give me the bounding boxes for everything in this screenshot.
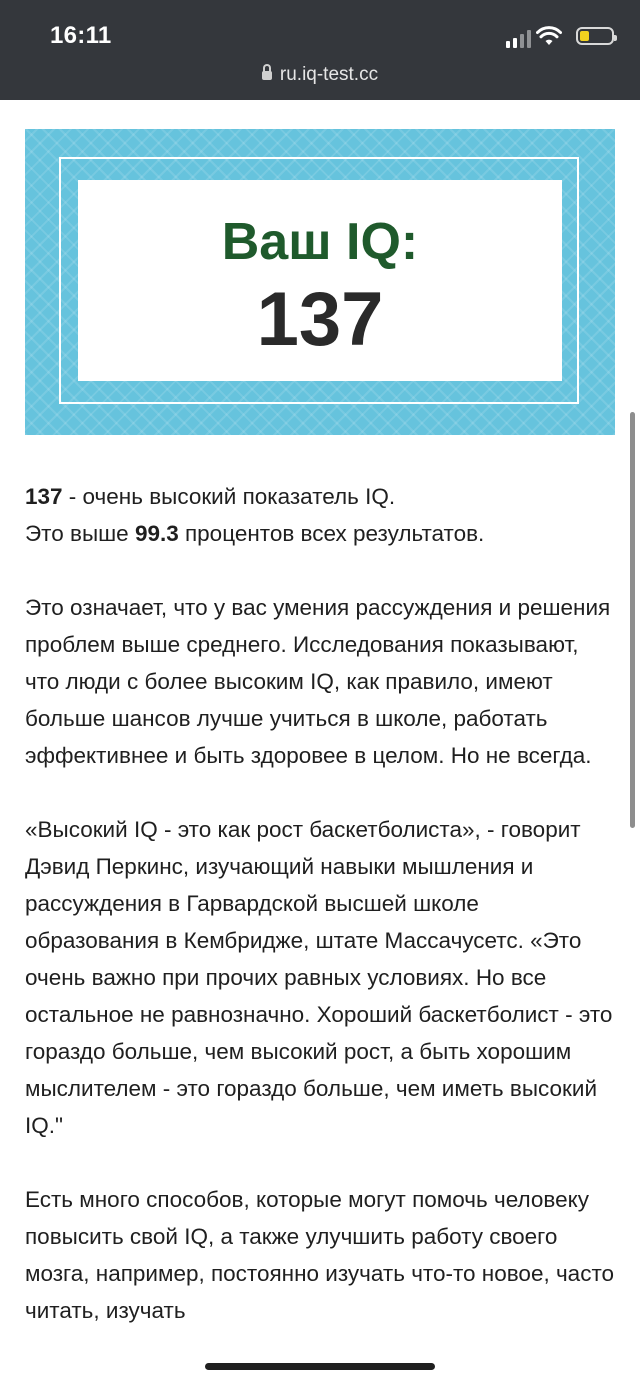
lock-icon: [262, 71, 272, 80]
result-summary: [25, 478, 617, 552]
iq-label: Ваш IQ:: [221, 213, 419, 271]
browser-chrome: [0, 0, 640, 100]
status-time: 16:11: [50, 22, 112, 49]
result-description: - очень высокий показатель IQ.: [62, 484, 396, 509]
banner-card: [78, 180, 562, 381]
percentile-prefix: Это выше: [25, 521, 135, 546]
result-score: 137: [25, 484, 63, 509]
paragraph-quote: «Высокий IQ - это как рост баскетболиста», - говорит Дэвид Перкинс, изучающий навыки мышления и рассуждения в Гарвардской высшей школе образования в Кембридже, штате Массачусетс. «Это очень важно при прочих равных условиях. Но все остальное не равнозначно. Хороший баскетболист - это гораздо больше, чем высокий рост, а быть хорошим мыслителем - это гораздо больше, чем иметь высокий IQ.": [25, 817, 613, 1138]
paragraph-tips: Есть много способов, которые могут помочь человеку повысить свой IQ, а также улучшить работу своего мозга, например, постоянно изучать что-то новое, часто читать, изучать: [25, 1187, 615, 1323]
battery-icon: [576, 27, 614, 45]
result-article: [25, 478, 617, 1366]
wifi-icon: [536, 26, 562, 48]
url-text: ru.iq-test.cc: [279, 64, 379, 85]
paragraph-meaning: Это означает, что у вас умения рассуждения и решения проблем выше среднего. Исследования показывают, что люди с более высоким IQ, как правило, имеют больше шансов лучше учиться в школе, работать эффективнее и быть здоровее в целом. Но не всегда.: [25, 595, 611, 768]
cellular-signal-icon: [506, 30, 532, 48]
percentile-suffix: процентов всех результатов.: [178, 521, 485, 546]
home-indicator[interactable]: [205, 1363, 435, 1370]
address-bar[interactable]: [0, 64, 640, 86]
scrollbar[interactable]: [630, 412, 635, 828]
iq-score: 137: [256, 277, 384, 362]
iq-result-banner: [25, 129, 615, 435]
percentile-value: 99.3: [134, 521, 179, 546]
